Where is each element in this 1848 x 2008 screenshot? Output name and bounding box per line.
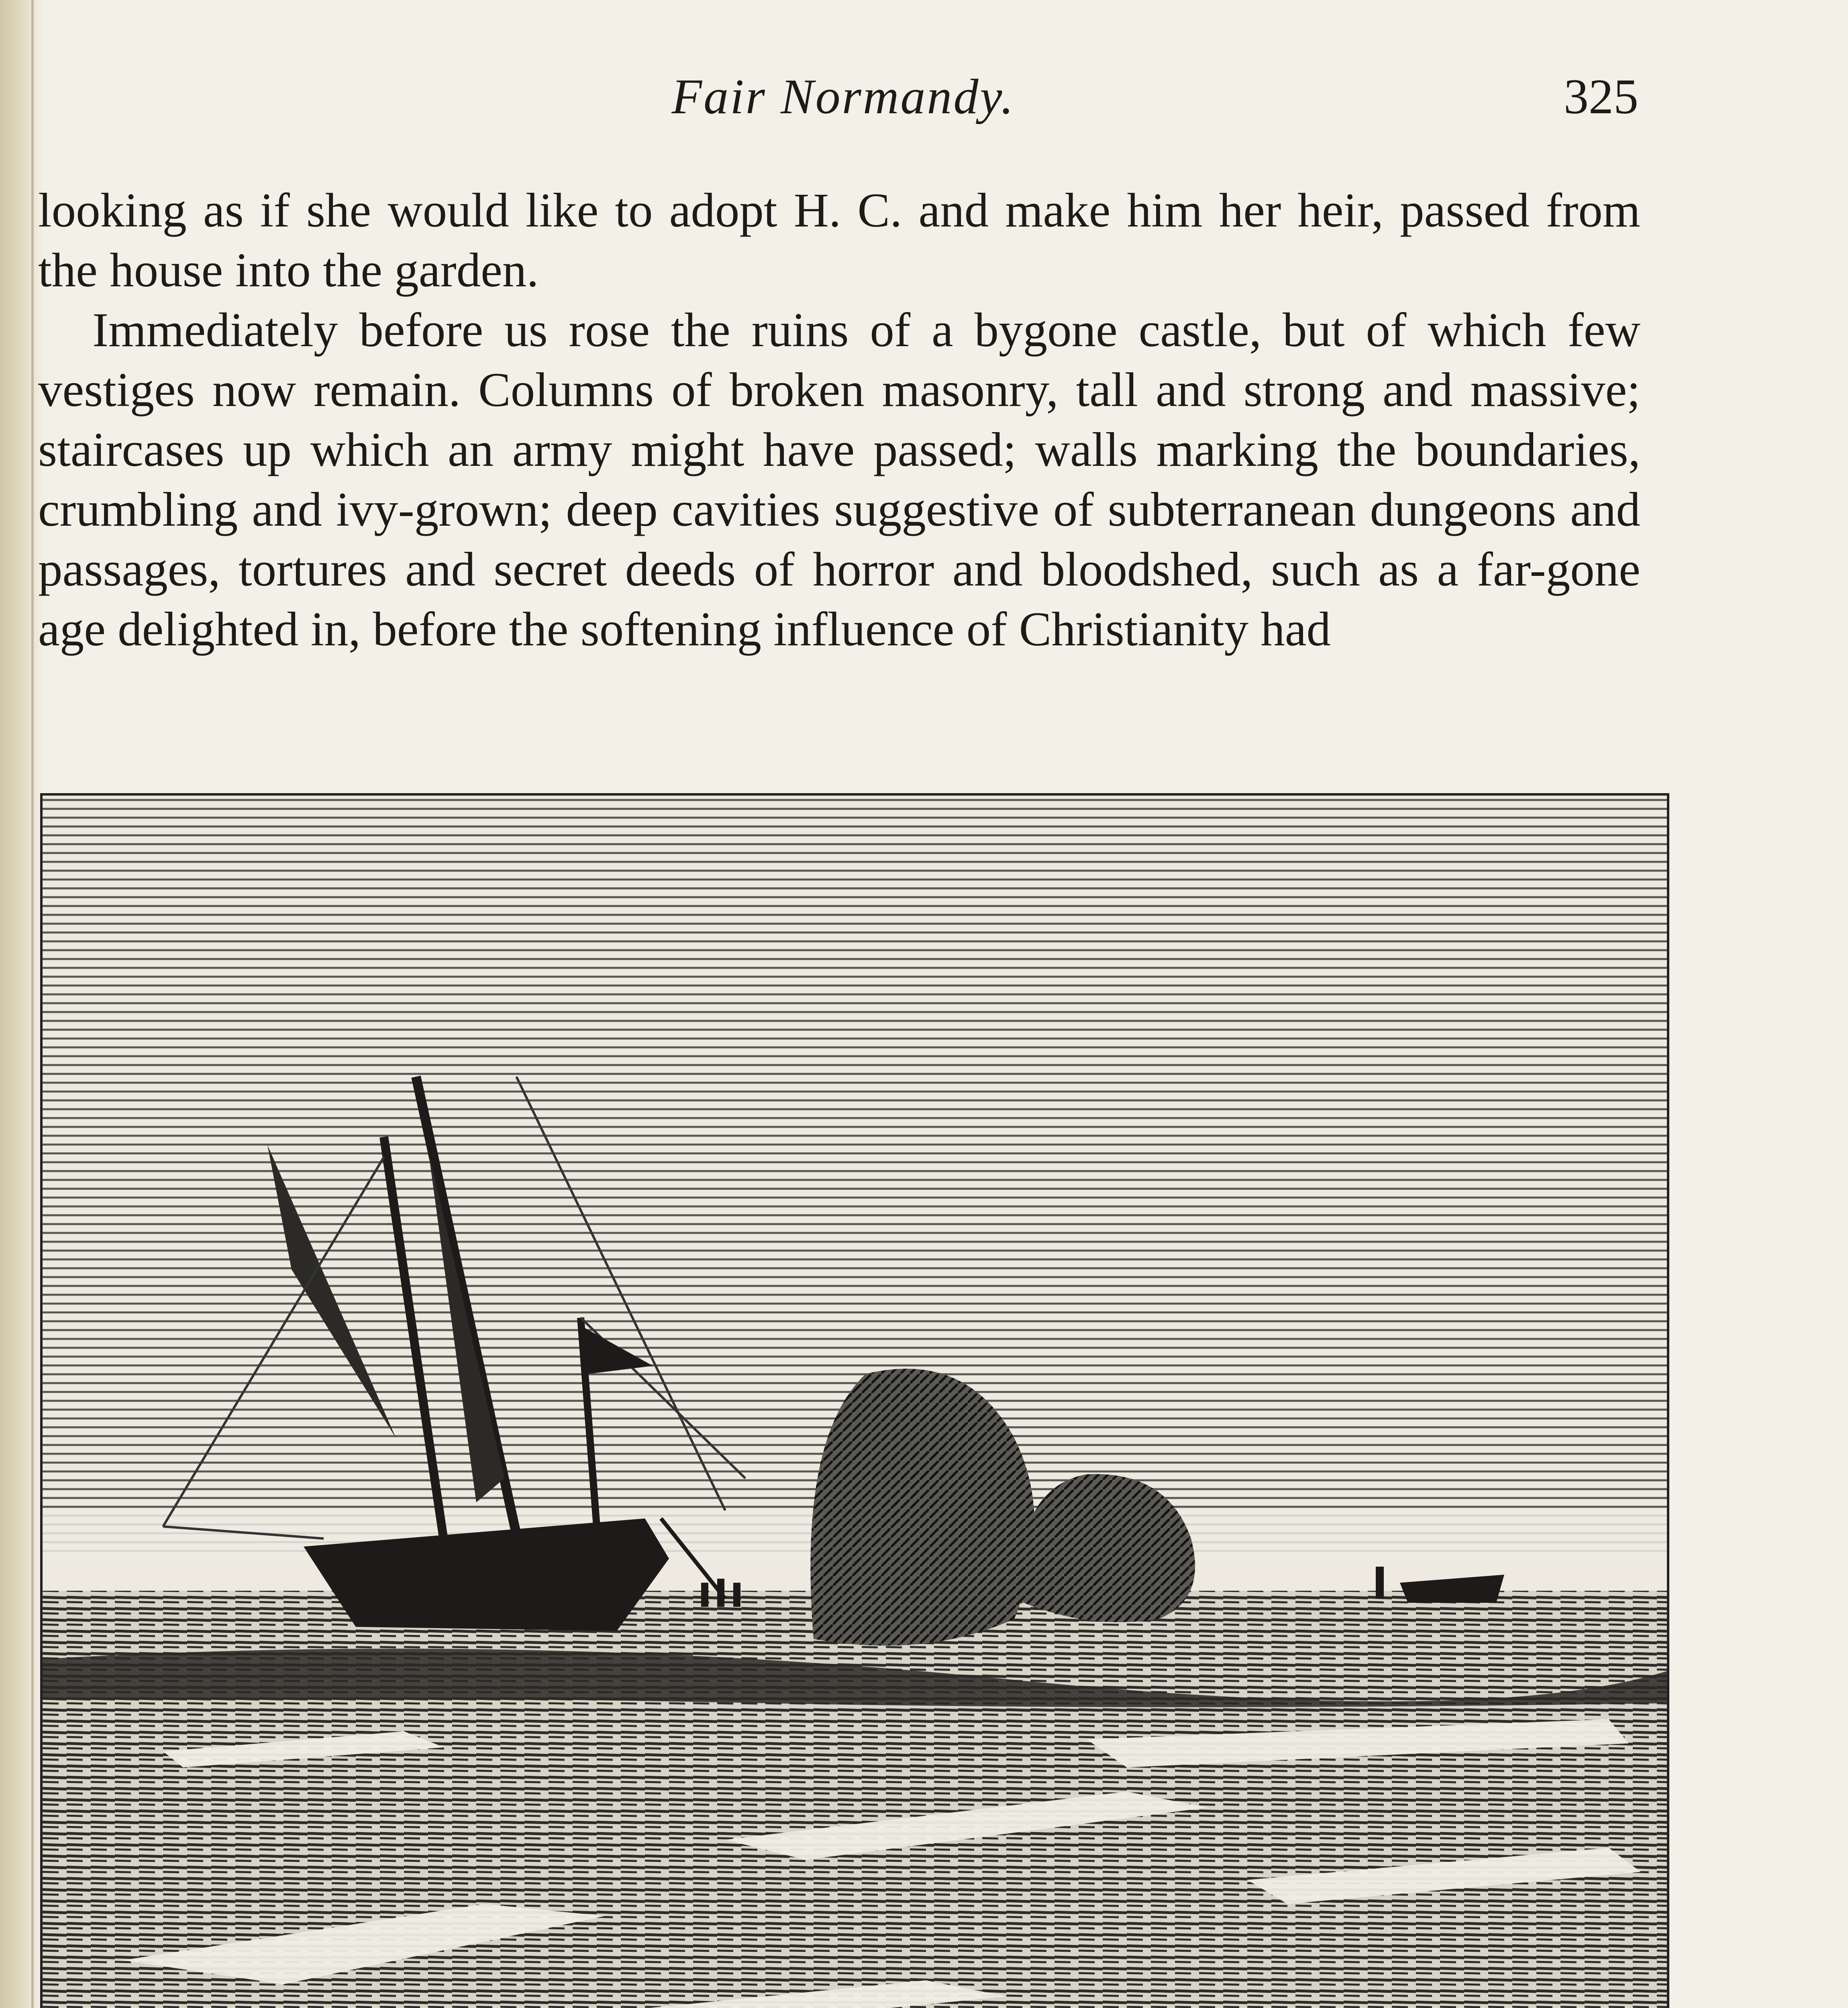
page-number: 325: [1564, 69, 1638, 124]
paragraph-ruins: Immediately before us rose the ruins of a bygone castle, but of which few vestiges now remain. Columns of broken masonry, tall and strong and massive; staircases up which an army might have passed; walls marking the boundaries, crumbling and ivy-grown; deep cavities suggestive of subterranean dungeons and passages, tortures and secret deeds of horror and bloodshed, such as a far-gone age delighted in, before the softening influence of Christianity had: [38, 303, 1640, 656]
book-spine-shadow: [0, 0, 44, 2008]
engraving-drawing: [43, 796, 1667, 2008]
page-header: [48, 68, 1638, 149]
text-block-top: [38, 181, 1640, 659]
engraving-illustration: [40, 793, 1669, 2008]
running-title: Fair Normandy.: [671, 69, 1015, 124]
book-spine-line: [31, 0, 34, 2008]
paragraph-continued: looking as if she would like to adopt H. C. and make him her heir, passed from the house into the garden.: [38, 184, 1640, 297]
